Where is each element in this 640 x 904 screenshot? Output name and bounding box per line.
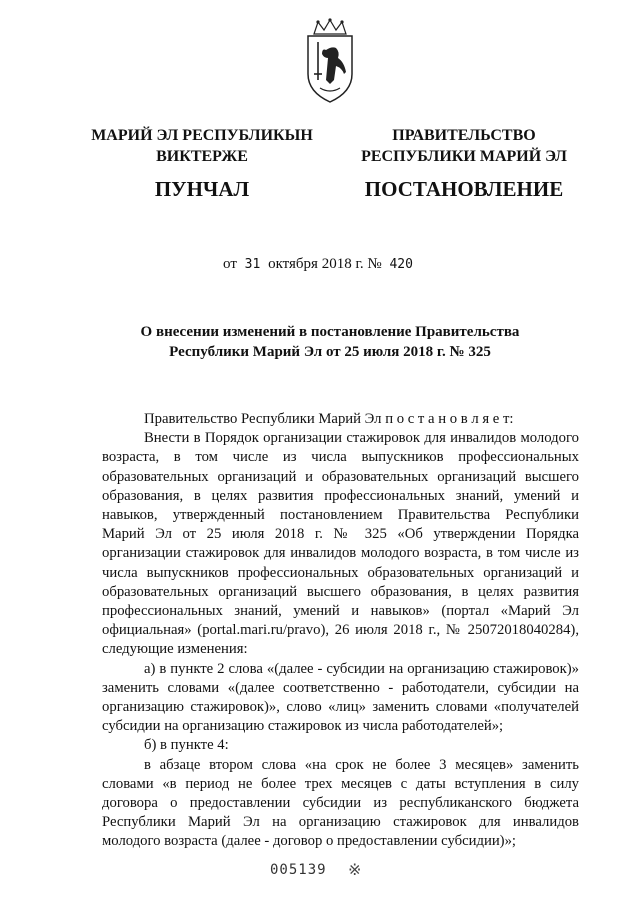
date-prefix: от: [223, 256, 237, 272]
number-sign: №: [367, 256, 382, 272]
title-line1: О внесении изменений в постановление Правительства: [140, 324, 520, 340]
header-right-line1: ПРАВИТЕЛЬСТВО: [392, 127, 536, 144]
footer-mark: ※: [348, 862, 362, 879]
paragraph-preamble: Правительство Республики Марий Эл п о с т а н о в л я е т:: [144, 411, 514, 427]
serial-number: 005139: [270, 862, 327, 878]
date-month-year: октября 2018 г.: [268, 256, 364, 272]
header-left-block: [72, 125, 332, 202]
header-left-line2: ВИКТЕРЖЕ: [156, 148, 248, 165]
header-left-line1: МАРИЙ ЭЛ РЕСПУБЛИКЫН: [91, 127, 313, 144]
document-body: [102, 410, 579, 852]
document-number: 420: [389, 257, 413, 272]
paragraph-item-b: б) в пункте 4:: [144, 737, 229, 754]
header-right-block: [334, 125, 594, 202]
date-day: 31: [244, 257, 261, 272]
title-line2: Республики Марий Эл от 25 июля 2018 г. № 325: [169, 344, 491, 360]
header-right-doc-type: ПОСТАНОВЛЕНИЕ: [364, 177, 564, 201]
paragraph-item-a: а) в пункте 2 слова «(далее - субсидии на организацию стажировок)» заменить словами «(далее соответственно - работодатели, субсидии на организацию стажировок)», слово «лиц» заменить словами «получателей субсидии на организацию стажировок из числа работодателей»;: [102, 660, 579, 735]
coat-of-arms-emblem: [300, 18, 360, 108]
document-title: [100, 322, 560, 362]
paragraph-item-b-detail: в абзаце втором слова «на срок не более 3 месяцев» заменить словами «в период не более трех месяцев с даты вступления в силу договора о предоставлении субсидии из республиканского бюджета Республики Марий Эл на организацию стажировок для инвалидов молодого возраста (далее - договор о предоставлении субсидии)»;: [102, 756, 579, 850]
paragraph-main: Внести в Порядок организации стажировок для инвалидов молодого возраста, в том числе из числа выпускников профессиональных образовательных организаций и образовательных организаций высшего образования, в целях развития профессиональных знаний, умений и навыков, утвержденный постановлением Правительства Республики Марий Эл от 25 июля 2018 г. № 325 «Об утверждении Порядка организации стажировок для инвалидов молодого возраста, в том числе из числа выпускников профессиональных образовательных организаций и образовательных организаций высшего образования, в целях развития профессиональных знаний, умений и навыков» (портал «Марий Эл официальная» (portal.mari.ru/pravo), 26 июля 2018 г., № 25072018040284), следующие изменения:: [102, 430, 579, 658]
date-line: [0, 256, 640, 273]
header-left-doc-type: ПУНЧАЛ: [154, 177, 250, 201]
header-right-line2: РЕСПУБЛИКИ МАРИЙ ЭЛ: [361, 148, 567, 165]
